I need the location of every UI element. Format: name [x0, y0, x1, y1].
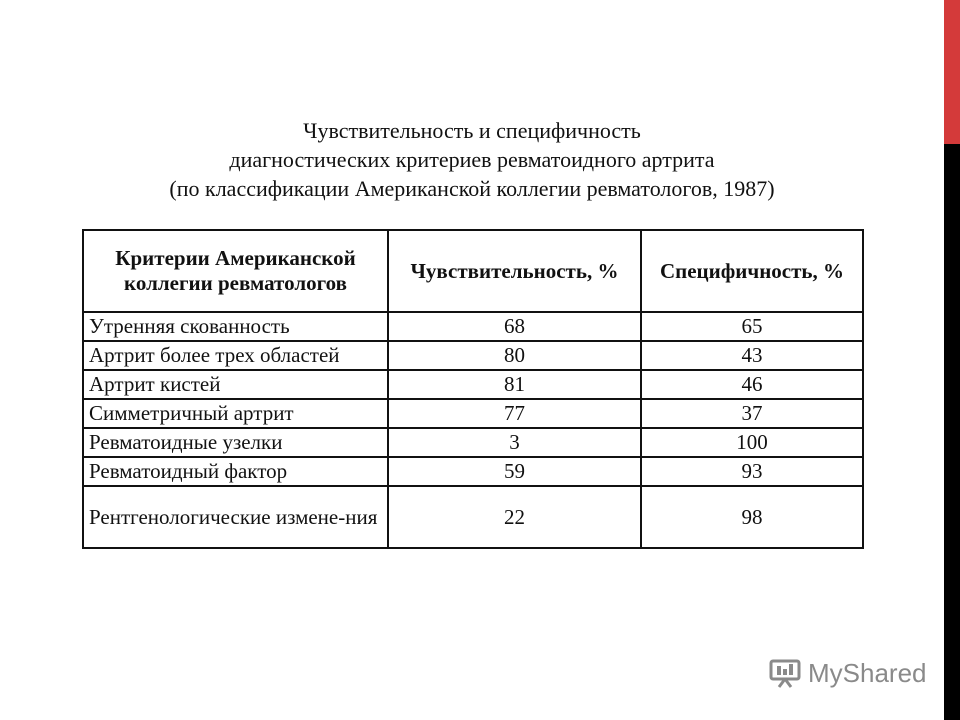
specificity-value: 100	[641, 428, 863, 457]
criterion-name: Симметричный артрит	[83, 399, 388, 428]
criterion-name: Артрит более трех областей	[83, 341, 388, 370]
table-row	[83, 341, 863, 370]
title-line: (по классификации Американской коллегии ревматологов, 1987)	[169, 176, 775, 201]
specificity-value: 65	[641, 312, 863, 341]
presentation-board-icon	[768, 658, 802, 688]
slide-title	[0, 116, 944, 203]
specificity-value: 43	[641, 341, 863, 370]
criterion-name: Ревматоидный фактор	[83, 457, 388, 486]
criterion-name: Ревматоидные узелки	[83, 428, 388, 457]
title-line: диагностических критериев ревматоидного артрита	[229, 147, 715, 172]
side-bar-accent	[944, 0, 960, 144]
watermark-text: MyShared	[808, 657, 927, 688]
header-specificity: Специфичность, %	[641, 230, 863, 312]
specificity-value: 98	[641, 486, 863, 548]
table-row	[83, 428, 863, 457]
sensitivity-value: 3	[388, 428, 641, 457]
header-criteria: Критерии Американской коллегии ревматологов	[83, 230, 388, 312]
sensitivity-value: 68	[388, 312, 641, 341]
specificity-value: 93	[641, 457, 863, 486]
right-side-bar	[944, 0, 960, 720]
sensitivity-value: 77	[388, 399, 641, 428]
sensitivity-value: 22	[388, 486, 641, 548]
criterion-name: Рентгенологические измене-ния	[83, 486, 388, 548]
header-sensitivity: Чувствительность, %	[388, 230, 641, 312]
table-row	[83, 486, 863, 548]
criterion-name: Утренняя скованность	[83, 312, 388, 341]
table-row	[83, 457, 863, 486]
table-header-row	[83, 230, 863, 312]
table-row	[83, 399, 863, 428]
specificity-value: 37	[641, 399, 863, 428]
sensitivity-value: 59	[388, 457, 641, 486]
table-row	[83, 370, 863, 399]
sensitivity-value: 80	[388, 341, 641, 370]
criteria-table	[82, 229, 864, 549]
myshared-watermark[interactable]	[768, 656, 927, 690]
criterion-name: Артрит кистей	[83, 370, 388, 399]
table-row	[83, 312, 863, 341]
specificity-value: 46	[641, 370, 863, 399]
sensitivity-value: 81	[388, 370, 641, 399]
title-line: Чувствительность и специфичность	[303, 118, 641, 143]
